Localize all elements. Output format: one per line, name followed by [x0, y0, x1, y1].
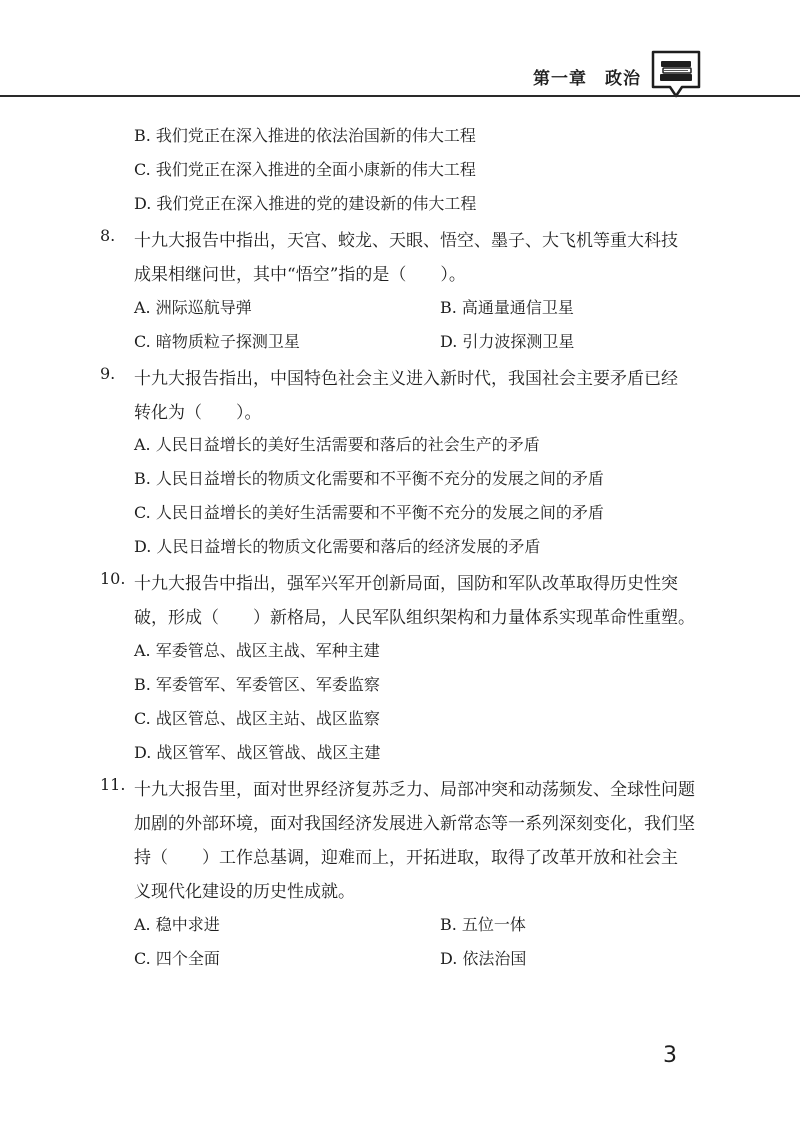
chapter-title: 第一章 政治 [533, 69, 641, 89]
question-8-option-a: A. 洲际巡航导弹 [134, 298, 252, 317]
question-10-option-c: C. 战区管总、战区主站、战区监察 [134, 709, 380, 728]
question-8-option-c: C. 暗物质粒子探测卫星 [134, 332, 300, 351]
question-8-option-d: D. 引力波探测卫星 [440, 332, 575, 351]
question-10-number: 10. [100, 569, 126, 588]
question-10-option-d: D. 战区管军、战区管战、战区主建 [134, 743, 381, 762]
question-9-option-c: C. 人民日益增长的美好生活需要和不平衡不充分的发展之间的矛盾 [134, 503, 604, 522]
question-10-text-line-2: 破，形成（ ）新格局，人民军队组织架构和力量体系实现革命性重塑。 [134, 608, 695, 628]
header-divider [0, 95, 800, 97]
question-10-option-a: A. 军委管总、战区主战、军种主建 [134, 641, 380, 660]
question-9-number: 9. [100, 364, 116, 383]
question-11-option-d: D. 依法治国 [440, 949, 527, 968]
question-11-text-line-3: 持（ ）工作总基调，迎难而上，开拓进取，取得了改革开放和社会主 [134, 848, 678, 868]
question-11-option-c: C. 四个全面 [134, 949, 220, 968]
question-9-option-a: A. 人民日益增长的美好生活需要和落后的社会生产的矛盾 [134, 435, 540, 454]
question-9-text-line-2: 转化为（ ）。 [134, 403, 262, 423]
question-11-text-line-4: 义现代化建设的历史性成就。 [134, 882, 355, 902]
question-9-text-line-1: 十九大报告指出，中国特色社会主义进入新时代，我国社会主要矛盾已经 [134, 369, 678, 389]
question-11-option-b: B. 五位一体 [440, 915, 526, 934]
page-number: 3 [663, 1043, 677, 1068]
question-11-text-line-2: 加剧的外部环境，面对我国经济发展进入新常态等一系列深刻变化，我们坚 [134, 814, 695, 834]
question-9-option-b: B. 人民日益增长的物质文化需要和不平衡不充分的发展之间的矛盾 [134, 469, 604, 488]
question-7-option-d: D. 我们党正在深入推进的党的建设新的伟大工程 [134, 194, 477, 213]
question-11-number: 11. [100, 775, 126, 794]
question-8-option-b: B. 高通量通信卫星 [440, 298, 574, 317]
question-9-option-d: D. 人民日益增长的物质文化需要和落后的经济发展的矛盾 [134, 537, 541, 556]
question-7-option-b: B. 我们党正在深入推进的依法治国新的伟大工程 [134, 126, 476, 145]
question-8-text-line-2: 成果相继问世，其中“悟空”指的是（ ）。 [134, 265, 466, 285]
question-11-option-a: A. 稳中求进 [134, 915, 220, 934]
question-7-option-c: C. 我们党正在深入推进的全面小康新的伟大工程 [134, 160, 476, 179]
question-8-number: 8. [100, 226, 116, 245]
question-11-text-line-1: 十九大报告里，面对世界经济复苏乏力、局部冲突和动荡频发、全球性问题 [134, 780, 695, 800]
question-10-option-b: B. 军委管军、军委管区、军委监察 [134, 675, 380, 694]
question-10-text-line-1: 十九大报告中指出，强军兴军开创新局面，国防和军队改革取得历史性突 [134, 574, 678, 594]
question-8-text-line-1: 十九大报告中指出，天宫、蛟龙、天眼、悟空、墨子、大飞机等重大科技 [134, 231, 678, 251]
books-icon [650, 49, 702, 101]
